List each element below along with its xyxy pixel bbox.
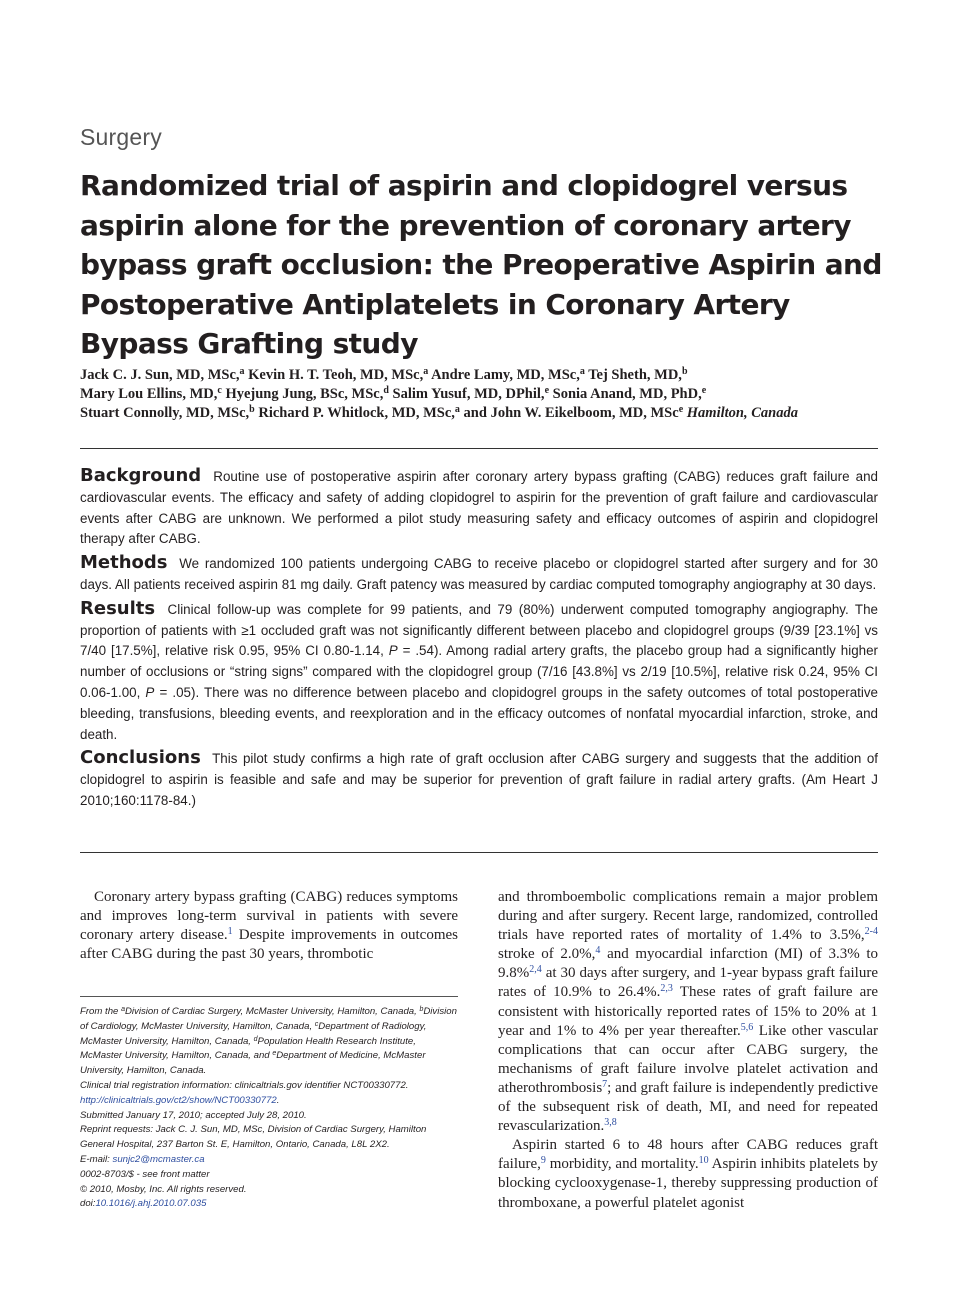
section-label: Surgery [80,124,162,150]
email-link[interactable]: sunjc2@mcmaster.ca [112,1153,205,1165]
author: Salim Yusuf, MD, DPhil, [392,386,545,402]
abstract-text: = .54). Among radial artery grafts, the placebo group had a significantly higher number of occlusions or “string signs” compared with the clopidogrel group (7/16 [43.8%] vs 2/19 [10.5%], relative risk 0.24, 95% CI 0.06-1.00, [80,643,878,700]
abstract-heading: Conclusions [80,747,201,769]
abstract-background [80,466,878,550]
abstract-heading: Results [80,597,156,619]
abstract-heading: Background [80,465,202,486]
abstract-text: = .05). There was no difference between placebo and clopidogrel groups in the safety outcomes of total postoperative bleeding, transfusions, bleeding events, and reexploration and in the efficacy outcomes of nonfatal myocardial infarction, stroke, and death. [80,684,878,742]
abstract-text: Clinical follow-up was complete for 99 patients, and 79 (80%) underwent computed tomography angiography. The proportion of patients with ≥1 occluded graft was not significantly different between placebo and clopidogrel groups (9/39 [23.1%] vs 7/40 [17.5%], relative risk 0.95, 95% CI 0.80-1.14, [80,601,878,659]
p-value-label: P [388,643,398,659]
affiliation-mark: e [701,385,707,396]
author-location: Hamilton, Canada [686,405,798,421]
author: John W. Eikelboom, MD, MSc [490,405,679,421]
footnote-divider [80,996,458,997]
body-paragraph: Aspirin started 6 to 48 hours after CABG reduces graft failure,$^9$ morbidity, and mortality.$^{10}$ Aspirin inhibits platelets by blocking cyclooxygenase-1, thereby suppressing production of thromboxane, a powerful platelet agonist [498,1137,878,1211]
citation-link[interactable]: 4 [595,945,601,957]
abstract-divider [80,852,878,853]
affiliation-mark: a [423,366,429,377]
citation-link[interactable]: 9 [540,1155,546,1167]
author-and: and [463,405,487,421]
author: Jack C. J. Sun, MD, MSc, [80,367,240,383]
citation-link[interactable]: 3,8 [604,1117,617,1129]
citation-link[interactable]: 10 [698,1155,709,1167]
issn-note: 0002-8703/$ - see front matter [80,1168,210,1180]
author: Hyejung Jung, BSc, MSc, [225,386,384,402]
author: Kevin H. T. Teoh, MD, MSc, [248,367,424,383]
affiliation-mark: a [239,366,245,377]
affiliation-mark: a [579,366,585,377]
author: Andre Lamy, MD, MSc, [431,367,580,383]
author: Mary Lou Ellins, MD, [80,386,218,402]
body-paragraph: Coronary artery bypass grafting (CABG) reduces symptoms and improves long-term survival in patients with severe coronary artery disease.$^1$ Despite improvements in outcomes after CABG during the past 30 years, thrombotic [80,889,458,963]
citation-link[interactable]: 2,3 [660,983,673,995]
abstract-heading: Methods [80,552,168,574]
affiliation-mark: d [383,385,389,396]
trial-registration-note: Clinical trial registration information: clinicaltrials.gov identifier NCT00330772. http://clinicaltrials.gov/ct2/show/NCT00330772. [80,1079,409,1106]
abstract-text: We randomized 100 patients undergoing CABG to receive placebo or clopidogrel started after surgery and for 30 days. All patients received aspirin 81 mg daily. Graft patency was measured by cardiac computed tomography angiography at 30 days. [80,556,878,592]
citation-link[interactable]: 2-4 [864,926,878,938]
submitted-note: Submitted January 17, 2010; accepted July 28, 2010. [80,1109,307,1121]
abstract-results [80,599,878,746]
author-list [80,366,880,423]
trial-registration-link[interactable]: http://clinicaltrials.gov/ct2/show/NCT00330772 [80,1094,277,1106]
abstract [80,466,878,815]
author: Sonia Anand, MD, PhD, [552,386,702,402]
copyright-note: © 2010, Mosby, Inc. All rights reserved. [80,1183,247,1195]
body-paragraph: and thromboembolic complications remain a major problem during and after surgery. Recent large, randomized, controlled trials have reported rates of mortality of 1.4% to 3.5%,$^{2-4}$ stroke of 2.0%,$^4$ and myocardial infarction (MI) of 3.3% to 9.8%$^{2,4}$ at 30 days after surgery, and 1-year bypass graft failure rates of 10.9% to 26.4%.$^{2,3}$ These rates of graft failure are consistent with historically reported rates of 15% to 20% at 1 year and 1% to 4% per year thereafter.$^{5,6}$ Like other vascular complications that can occur after CABG surgery, the mechanisms of graft failure involve platelet activation and atherothrombosis$^7$; and graft failure is independently predictive of the subsequent risk of death, MI, and need for repeated revascularization.$^{3,8}$ [498,889,879,1135]
citation-link[interactable]: 5,6 [740,1021,754,1033]
affiliation-mark: e [678,404,684,415]
abstract-methods [80,553,878,596]
doi-note: doi:10.1016/j.ahj.2010.07.035 [80,1198,207,1210]
affiliation-mark: a [454,404,460,415]
article-title: Randomized trial of aspirin and clopidogrel versus aspirin alone for the prevention of coronary artery bypass graft occlusion: the Preoperative Aspirin and Postoperative Antiplatelets in Coronary Artery Bypass Grafting study [80,169,882,360]
affiliations-note: From the $^a$Division of Cardiac Surgery, McMaster University, Hamilton, Canada, $^b$Division of Cardiology, McMaster University, Hamilton, Canada, $^c$Department of Radiology, McMaster University, Hamilton, Canada, $^d$Population Health Research Institute, McMaster University, Hamilton, Canada, and $^e$Department of Medicine, McMaster University, Hamilton, Canada. [80,1006,457,1077]
abstract-text: Routine use of postoperative aspirin after coronary artery bypass grafting (CABG) reduces graft failure and cardiovascular events. The efficacy and safety of adding clopidogrel to aspirin for the prevention of graft failure and cardiovascular events after CABG are unknown. We performed a pilot study measuring safety and efficacy outcomes of aspirin and clopidogrel therapy after CABG. [80,469,878,547]
affiliation-mark: e [544,385,550,396]
author: Richard P. Whitlock, MD, MSc, [258,405,455,421]
body-column-left [80,888,458,964]
email-note: E-mail: sunjc2@mcmaster.ca [80,1153,205,1165]
author: Tej Sheth, MD, [588,367,682,383]
author: Stuart Connolly, MD, MSc, [80,405,250,421]
body-column-right [498,888,878,1213]
citation-link[interactable]: 2,4 [529,964,542,976]
doi-link[interactable]: 10.1016/j.ahj.2010.07.035 [95,1198,207,1210]
affiliation-mark: c [217,385,222,396]
p-value-label: P [145,684,155,700]
affiliation-mark: b [681,366,688,377]
reprint-note: Reprint requests: Jack C. J. Sun, MD, MSc, Division of Cardiac Surgery, Hamilton General Hospital, 237 Barton St. E, Hamilton, Ontario, Canada, L8L 2X2. [80,1124,427,1151]
header-divider [80,448,878,449]
citation-link[interactable]: 7 [602,1078,608,1090]
affiliation-mark: b [249,404,255,415]
abstract-conclusions [80,748,878,811]
citation-link[interactable]: 1 [227,926,233,938]
abstract-text: This pilot study confirms a high rate of graft occlusion after CABG surgery and suggests that the addition of clopidogrel to aspirin is feasible and safe and may be superior for prevention of graft failure in radial artery grafts. (Am Heart J 2010;160:1178-84.) [80,751,878,808]
footnotes [80,1005,460,1212]
